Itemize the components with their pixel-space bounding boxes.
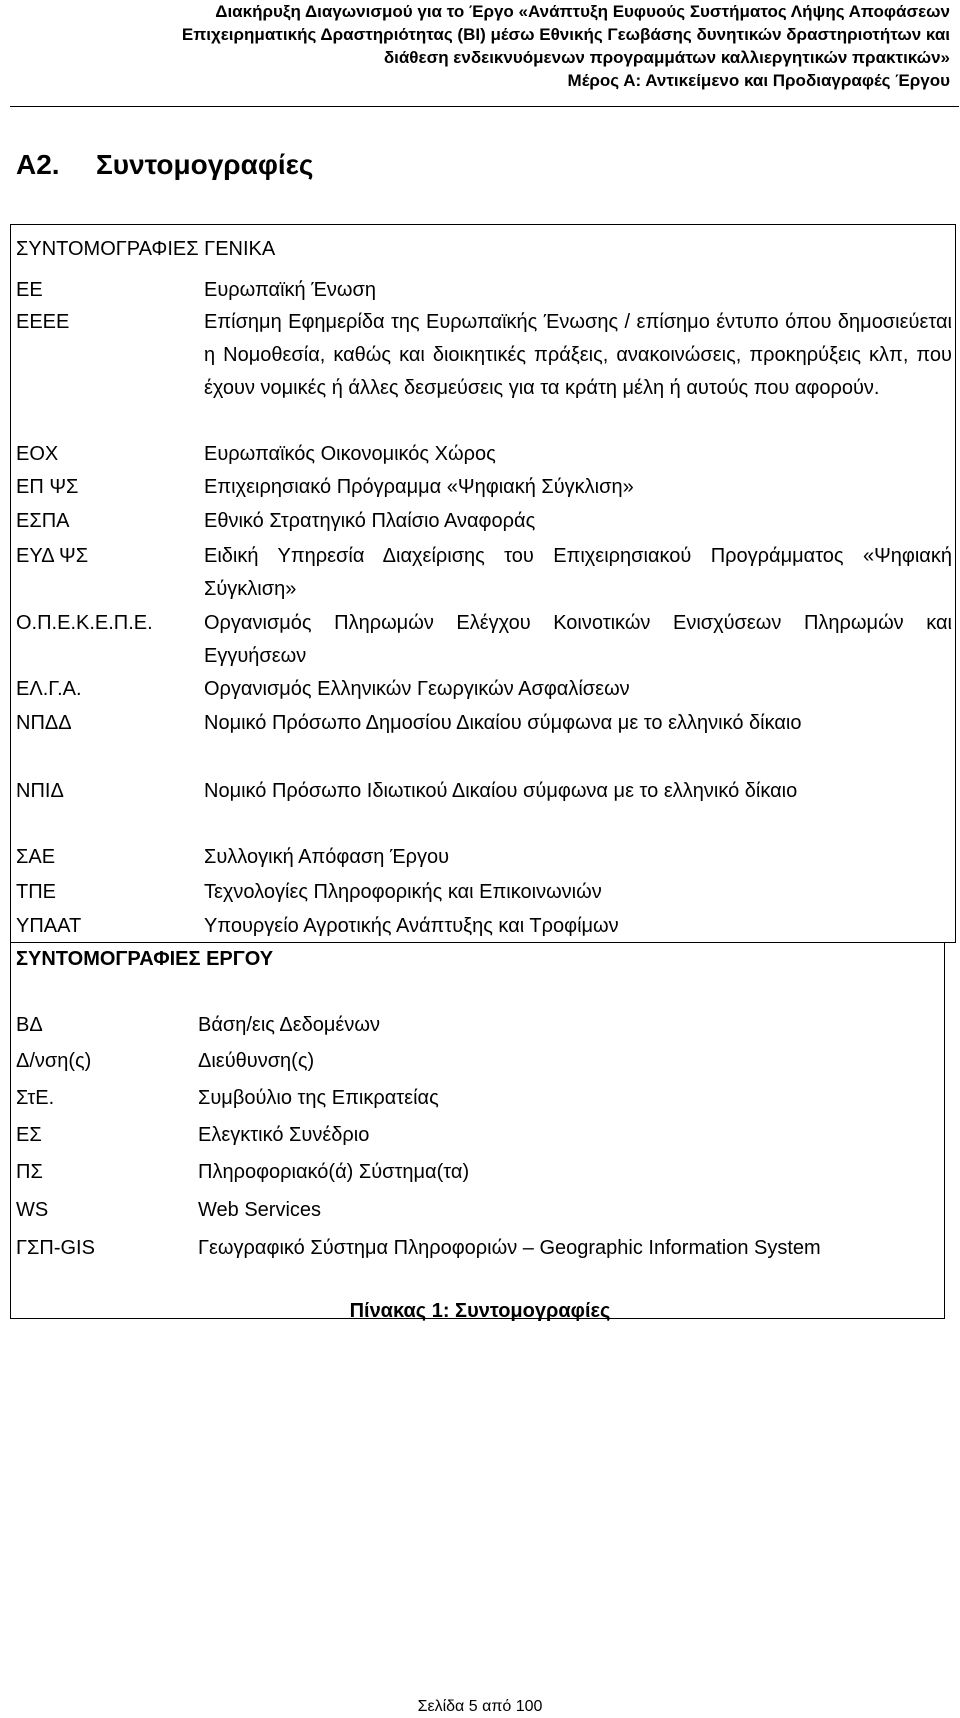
abbreviation: ΒΔ (16, 1014, 43, 1036)
project-table-heading: ΣΥΝΤΟΜΟΓΡΑΦΙΕΣ ΕΡΓΟΥ (16, 948, 274, 970)
definition: Οργανισμός Ελληνικών Γεωργικών Ασφαλίσεων (204, 678, 630, 700)
definition: Ευρωπαϊκός Οικονομικός Χώρος (204, 443, 496, 465)
abbreviation: ΕΕ (16, 279, 43, 301)
definition: Ειδική Υπηρεσία Διαχείρισης του Επιχειρησιακού Προγράμματος «Ψηφιακή Σύγκλιση» (204, 545, 952, 600)
table-caption: Πίνακας 1: Συντομογραφίες (349, 1300, 611, 1322)
abbreviation: ΕΛ.Γ.Α. (16, 678, 82, 700)
section-number: Α2. (16, 149, 60, 180)
definition: Συμβούλιο της Επικρατείας (198, 1087, 439, 1109)
abbreviation: ΣΑΕ (16, 846, 56, 868)
section-heading: Συντομογραφίες (96, 149, 314, 180)
general-table-heading: ΣΥΝΤΟΜΟΓΡΑΦΙΕΣ ΓΕΝΙΚΑ (16, 238, 276, 260)
definition: Επίσημη Εφημερίδα της Ευρωπαϊκής Ένωσης / επίσημο έντυπο όπου δημοσιεύεται η Νομοθεσία, καθώς και διοικητικές πράξεις, ανακοινώσεις, προκηρύξεις κλπ, που έχουν νομικές ή άλλες δεσμεύσεις για τα κράτη μέλη ή αυτούς που αφορούν. (204, 311, 952, 399)
header-line: Διακήρυξη Διαγωνισμού για το Έργο «Ανάπτυξη Ευφυούς Συστήματος Λήψης Αποφάσεων (215, 2, 950, 21)
abbreviation: ΤΠΕ (16, 881, 56, 903)
definition: Βάση/εις Δεδομένων (198, 1014, 380, 1036)
document-header (10, 0, 950, 92)
definition: Εθνικό Στρατηγικό Πλαίσιο Αναφοράς (204, 510, 536, 532)
definition: Ελεγκτικό Συνέδριο (198, 1124, 370, 1146)
definition: Νομικό Πρόσωπο Δημοσίου Δικαίου σύμφωνα με το ελληνικό δίκαιο (204, 712, 802, 734)
definition: Διεύθυνση(ς) (198, 1050, 315, 1072)
abbreviation: WS (16, 1199, 49, 1221)
abbreviation: ΕΠ ΨΣ (16, 476, 79, 498)
header-divider (10, 106, 959, 107)
abbreviation: ΥΠΑΑΤ (16, 915, 82, 937)
abbreviation: ΝΠΙΔ (16, 780, 64, 802)
definition: Οργανισμός Πληρωμών Ελέγχου Κοινοτικών Ενισχύσεων Πληρωμών και Εγγυήσεων (204, 612, 952, 667)
abbreviation: ΕΟΧ (16, 443, 59, 465)
abbreviation: ΣτΕ. (16, 1087, 55, 1109)
header-line: διάθεση ενδεικνυόμενων προγραμμάτων καλλιεργητικών πρακτικών» (383, 48, 950, 67)
definition: Συλλογική Απόφαση Έργου (204, 846, 450, 868)
definition: Web Services (198, 1199, 322, 1221)
abbreviation: ΕΕΕΕ (16, 311, 70, 333)
abbreviation: ΠΣ (16, 1161, 43, 1183)
abbreviation: Ο.Π.Ε.Κ.Ε.Π.Ε. (16, 612, 153, 634)
abbreviation: ΓΣΠ-GIS (16, 1237, 95, 1259)
abbreviation: ΕΥΔ ΨΣ (16, 545, 89, 567)
definition: Επιχειρησιακό Πρόγραμμα «Ψηφιακή Σύγκλιση» (204, 476, 634, 498)
definition: Πληροφοριακό(ά) Σύστημα(τα) (198, 1161, 470, 1183)
abbreviation: ΝΠΔΔ (16, 712, 72, 734)
definition: Τεχνολογίες Πληροφορικής και Επικοινωνιών (204, 881, 602, 903)
definition: Γεωγραφικό Σύστημα Πληροφοριών – Geographic Information System (198, 1237, 821, 1259)
section-title (16, 148, 314, 182)
definition: Ευρωπαϊκή Ένωση (204, 279, 376, 301)
header-line: Μέρος Α: Αντικείμενο και Προδιαγραφές Έργου (567, 71, 950, 90)
abbreviation: Δ/νση(ς) (16, 1050, 92, 1072)
page-number: Σελίδα 5 από 100 (417, 1698, 543, 1715)
header-line: Επιχειρηματικής Δραστηριότητας (BI) μέσω Εθνικής Γεωβάσης δυνητικών δραστηριοτήτων και (181, 25, 950, 44)
definition: Νομικό Πρόσωπο Ιδιωτικού Δικαίου σύμφωνα με το ελληνικό δίκαιο (204, 780, 798, 802)
definition: Υπουργείο Αγροτικής Ανάπτυξης και Τροφίμων (204, 915, 619, 937)
abbreviation: ΕΣ (16, 1124, 42, 1146)
abbreviation: ΕΣΠΑ (16, 510, 70, 532)
